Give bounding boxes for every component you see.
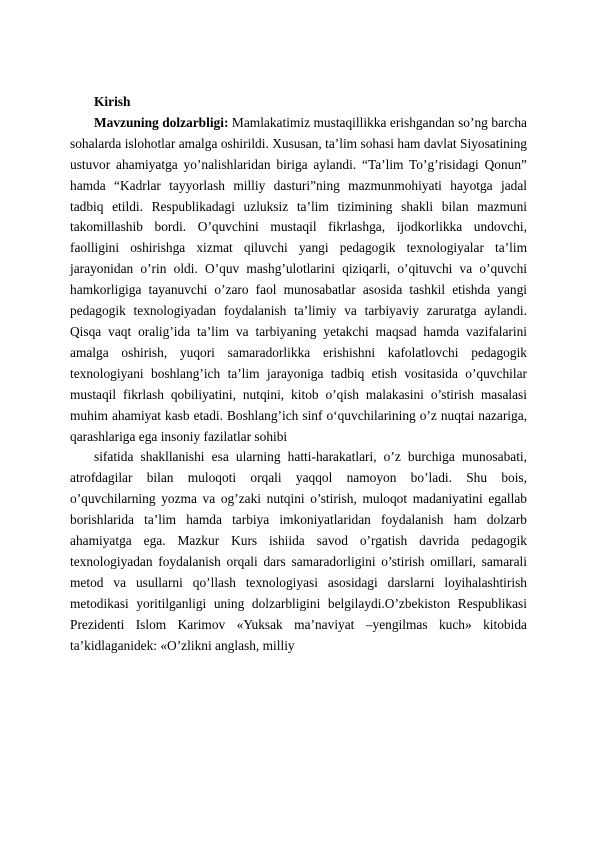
paragraph-relevance (70, 113, 527, 448)
paragraph-continuation: sifatida shakllanishi esa ularning hatti-harakatlari, o’z burchiga munosabati, atrofdagilar bilan muloqoti orqali yaqqol namoyon bo’ladi. Shu bois, o’quvchilarning yozma va og’zaki nutqini o’stirish, muloqot madaniyatini egallab borishlarida ta’lim hamda tarbiya imkoniyatlaridan foydalanish ham dolzarb ahamiyatga ega. Mazkur Kurs ishiida savod o’rgatish davrida pedagogik texnologiyadan foydalanish orqali dars samaradorligini o’stirish omillari, samarali metod va usullarni qo’llash texnologiyasi asosidagi darslarni loyihalashtirish metodikasi yoritilganligi uning dolzarbligini belgilaydi.O’zbekiston Respublikasi Prezidenti Islom Karimov «Yuksak ma’naviyat –yengilmas kuch» kitobida ta’kidlaganidek: «O’zlikni anglash, milliy (70, 449, 527, 653)
document-page (70, 92, 527, 656)
paragraph-body: Mamlakatimiz mustaqillikka erishgandan so’ng barcha sohalarda islohotlar amalga oshirildi. Xususan, ta’lim sohasi ham davlat Siyosatining ustuvor ahamiyatga yo’nalishlaridan biriga aylandi. “Ta’lim To’g’risidagi Qonun” hamda “Kadrlar tayyorlash milliy dasturi”ning mazmunmohiyati hayotga jadal tadbiq etildi. Respublikadagi uzluksiz ta’lim tizimining shakli bilan mazmuni takomillashib bordi. O’quvchini mustaqil fikrlashga, ijodkorlikka undovchi, faolligini oshirishga xizmat qiluvchi yangi pedagogik texnologiyalar ta’lim jarayonidan o’rin oldi. O’quv mashg’ulotlarini qiziqarli, o’qituvchi va o’quvchi hamkorligiga tayanuvchi o’zaro faol munosabatlar asosida tashkil etishda yangi pedagogik texnologiyadan foydalanish ta’limiy va tarbiyaviy zaruratga aylandi. Qisqa vaqt oralig’ida ta’lim va tarbiyaning yetakchi maqsad hamda vazifalarini amalga oshirish, yuqori samaradorlikka erishishni kafolatlovchi pedagogik texnologiyani boshlang’ich ta’lim jarayoniga tadbiq etish vositasida o’quvchilar mustaqil fikrlash qobiliyatini, nutqini, kitob o’qish malakasini o’stirish masalasi muhim ahamiyat kasb etadi. Boshlang’ich sinf o‘quvchilarining o’z nuqtai nazariga, qarashlariga ega insoniy fazilatlar sohibi (70, 114, 527, 444)
paragraph-lead: Mavzuning dolzarbligi: (94, 114, 229, 130)
section-heading: Kirish (94, 94, 131, 109)
